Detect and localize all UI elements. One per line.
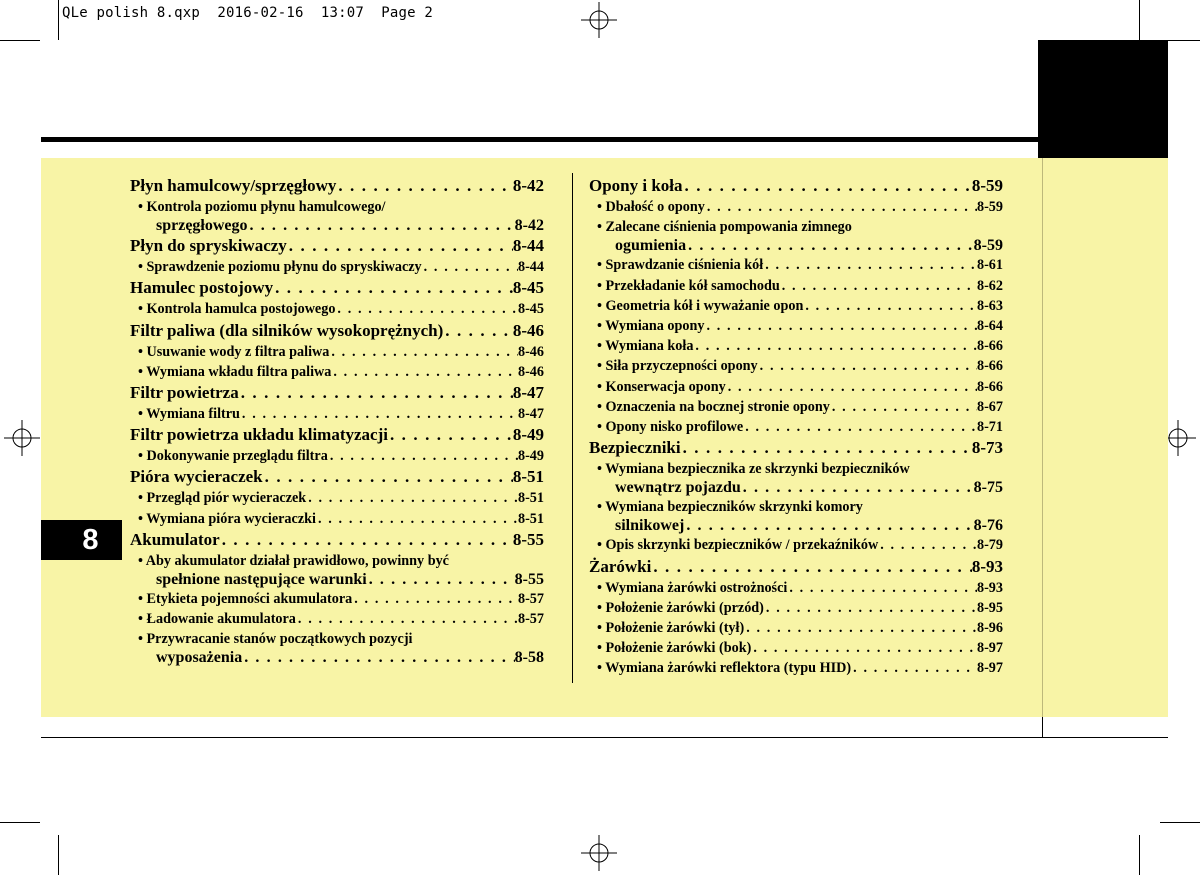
toc-subentry — [589, 237, 1003, 255]
registration-mark-top-icon — [581, 2, 617, 38]
toc-subentry — [130, 197, 544, 217]
toc-entry-label: • Kontrola poziomu płynu hamulcowego/ — [138, 199, 386, 215]
toc-section-entry — [130, 382, 544, 404]
toc-leader-dots — [763, 255, 977, 275]
toc-leader-dots — [803, 296, 977, 316]
toc-page-number: 8-46 — [517, 343, 544, 360]
toc-page-number: 8-44 — [512, 236, 544, 256]
toc-leader-dots — [240, 404, 518, 424]
toc-page-number: 8-63 — [976, 297, 1003, 314]
toc-subentry — [130, 257, 544, 277]
toc-entry-label: • Opis skrzynki bezpieczników / przekaźników — [597, 537, 879, 554]
toc-leader-dots — [744, 618, 977, 638]
toc-section-entry — [589, 437, 1003, 459]
toc-leader-dots — [743, 417, 977, 437]
toc-leader-dots — [248, 217, 515, 235]
toc-entry-label: • Wymiana bezpiecznika ze skrzynki bezpieczników — [597, 461, 910, 478]
toc-leader-dots — [684, 517, 973, 535]
toc-page-number: 8-73 — [971, 438, 1003, 458]
toc-subentry — [130, 509, 544, 529]
bottom-tick — [1042, 717, 1043, 737]
toc-page-number: 8-42 — [514, 217, 544, 235]
toc-leader-dots — [306, 488, 518, 508]
toc-leader-dots — [242, 649, 514, 667]
bottom-rule — [41, 737, 1168, 738]
toc-leader-dots — [830, 397, 977, 417]
toc-subentry — [589, 316, 1003, 336]
toc-page-number: 8-55 — [512, 529, 544, 549]
toc-leader-dots — [287, 235, 513, 257]
toc-leader-dots — [681, 437, 972, 459]
toc-subentry — [130, 217, 544, 235]
toc-entry-label: Płyn do spryskiwaczy — [130, 236, 287, 256]
toc-page-number: 8-76 — [973, 517, 1003, 535]
toc-section-entry — [589, 556, 1003, 578]
toc-leader-dots — [220, 529, 513, 551]
registration-mark-left-icon — [4, 420, 40, 456]
toc-entry-label: • Oznaczenia na bocznej stronie opony — [597, 398, 830, 415]
toc-entry-label: • Usuwanie wody z filtra paliwa — [138, 343, 330, 360]
toc-page-number: 8-97 — [976, 660, 1003, 677]
toc-subentry — [589, 638, 1003, 658]
toc-subentry — [130, 446, 544, 466]
toc-subentry — [589, 276, 1003, 296]
toc-subentry — [589, 618, 1003, 638]
toc-subentry — [589, 296, 1003, 316]
toc-leader-dots — [336, 175, 512, 197]
toc-subentry — [589, 535, 1003, 555]
toc-leader-dots — [764, 598, 977, 618]
corner-block — [1038, 40, 1168, 158]
toc-page-number: 8-66 — [976, 378, 1003, 395]
print-slug: QLe polish 8.qxp 2016-02-16 13:07 Page 2 — [62, 5, 434, 21]
toc-entry-label: • Wymiana żarówki ostrożności — [597, 579, 788, 596]
toc-section-entry — [589, 175, 1003, 197]
toc-entry-label: sprzęgłowego — [156, 217, 248, 235]
toc-subentry — [130, 362, 544, 382]
toc-page-number: 8-51 — [512, 467, 544, 487]
registration-mark-bottom-icon — [581, 835, 617, 871]
toc-page-number: 8-55 — [514, 570, 544, 588]
toc-entry-label: • Przegląd piór wycieraczek — [138, 490, 307, 507]
toc-subentry — [130, 488, 544, 508]
toc-entry-label: wewnątrz pojazdu — [615, 479, 741, 497]
toc-page-number: 8-71 — [976, 418, 1003, 435]
toc-entry-label: • Dbałość o opony — [597, 199, 705, 215]
toc-left-column — [130, 175, 544, 667]
toc-page-number: 8-51 — [517, 510, 544, 527]
toc-leader-dots — [787, 578, 977, 598]
toc-leader-dots — [239, 382, 513, 404]
toc-entry-label: wyposażenia — [156, 649, 243, 667]
toc-subentry — [130, 299, 544, 319]
toc-entry-label: Hamulec postojowy — [130, 278, 274, 298]
toc-page-number: 8-61 — [976, 257, 1003, 274]
toc-leader-dots — [443, 320, 513, 342]
toc-subentry — [589, 356, 1003, 376]
toc-page-number: 8-49 — [512, 425, 544, 445]
toc-leader-dots — [693, 336, 977, 356]
toc-entry-label: • Wymiana opony — [597, 317, 705, 334]
toc-entry-label: silnikowej — [615, 517, 685, 535]
toc-section-entry — [130, 235, 544, 257]
toc-page-number: 8-93 — [971, 556, 1003, 576]
toc-page-number: 8-79 — [976, 537, 1003, 554]
toc-entry-label: • Położenie żarówki (bok) — [597, 640, 752, 657]
toc-subentry — [589, 459, 1003, 479]
toc-entry-label: • Przekładanie kół samochodu — [597, 277, 780, 294]
toc-section-entry — [130, 320, 544, 342]
toc-entry-label: Płyn hamulcowy/sprzęgłowy — [130, 176, 337, 195]
toc-entry-label: • Przywracanie stanów początkowych pozycji — [138, 631, 413, 648]
toc-leader-dots — [686, 237, 974, 255]
toc-section-entry — [130, 277, 544, 299]
toc-leader-dots — [367, 571, 515, 589]
toc-section-entry — [130, 424, 544, 446]
toc-right-column — [589, 175, 1003, 679]
toc-entry-label: Filtr powietrza układu klimatyzacji — [130, 425, 388, 445]
toc-leader-dots — [316, 509, 518, 529]
toc-page-number: 8-95 — [976, 599, 1003, 616]
toc-entry-label: • Zalecane ciśnienia pompowania zimnego — [597, 219, 852, 236]
toc-entry-label: • Wymiana pióra wycieraczki — [138, 510, 316, 527]
toc-page-number: 8-67 — [976, 398, 1003, 415]
toc-page-number: 8-59 — [971, 176, 1003, 195]
toc-entry-label: • Wymiana bezpieczników skrzynki komory — [597, 499, 863, 516]
toc-entry-label: Pióra wycieraczek — [130, 467, 263, 487]
toc-leader-dots — [296, 609, 518, 629]
toc-subentry — [130, 551, 544, 571]
toc-subentry — [130, 649, 544, 667]
toc-subentry — [589, 217, 1003, 237]
chapter-tab: 8 — [41, 520, 122, 560]
toc-leader-dots — [328, 446, 518, 466]
toc-subentry — [589, 578, 1003, 598]
toc-leader-dots — [263, 466, 513, 488]
toc-entry-label: • Wymiana wkładu filtra paliwa — [138, 363, 332, 380]
toc-entry-label: • Kontrola hamulca postojowego — [138, 301, 336, 318]
toc-page-number: 8-93 — [976, 579, 1003, 596]
toc-entry-label: • Etykieta pojemności akumulatora — [138, 590, 353, 607]
toc-subentry — [130, 629, 544, 649]
toc-leader-dots — [705, 197, 977, 217]
toc-leader-dots — [704, 316, 977, 336]
toc-entry-label: Filtr paliwa (dla silników wysokoprężnych) — [130, 320, 444, 340]
toc-leader-dots — [851, 658, 977, 678]
toc-entry-label: • Ładowanie akumulatora — [138, 611, 296, 628]
toc-entry-label: • Opony nisko profilowe — [597, 418, 744, 435]
toc-entry-label: • Aby akumulator działał prawidłowo, powinny być — [138, 552, 449, 569]
toc-leader-dots — [273, 277, 513, 299]
toc-entry-label: ogumienia — [615, 237, 687, 255]
toc-entry-label: • Położenie żarówki (tył) — [597, 620, 745, 636]
column-divider — [572, 173, 573, 683]
toc-leader-dots — [388, 424, 513, 446]
toc-leader-dots — [758, 356, 977, 376]
toc-leader-dots — [780, 276, 977, 296]
toc-entry-label: • Wymiana żarówki reflektora (typu HID) — [597, 660, 852, 677]
toc-page-number: 8-75 — [973, 479, 1003, 497]
toc-entry-label: • Wymiana koła — [597, 338, 694, 355]
toc-subentry — [589, 397, 1003, 417]
toc-page-number: 8-57 — [517, 590, 544, 607]
toc-entry-label: • Wymiana filtru — [138, 405, 240, 422]
toc-subentry — [589, 417, 1003, 437]
toc-page-number: 8-66 — [976, 338, 1003, 355]
toc-subentry — [589, 598, 1003, 618]
toc-entry-label: Filtr powietrza — [130, 382, 239, 402]
toc-page-number: 8-49 — [517, 448, 544, 465]
toc-subentry — [589, 377, 1003, 397]
toc-leader-dots — [683, 175, 972, 197]
toc-leader-dots — [651, 556, 971, 578]
toc-leader-dots — [335, 299, 518, 319]
toc-leader-dots — [878, 535, 977, 555]
toc-page-number: 8-58 — [514, 649, 544, 667]
toc-entry-label: • Konserwacja opony — [597, 378, 726, 395]
toc-page-number: 8-57 — [517, 611, 544, 628]
toc-section-entry — [130, 529, 544, 551]
toc-page-number: 8-59 — [976, 199, 1003, 215]
toc-leader-dots — [331, 362, 518, 382]
toc-leader-dots — [422, 257, 518, 277]
toc-page-number: 8-66 — [976, 358, 1003, 375]
toc-leader-dots — [329, 342, 518, 362]
toc-entry-label: Akumulator — [130, 529, 220, 549]
toc-page-number: 8-47 — [512, 382, 544, 402]
toc-page-number: 8-62 — [976, 277, 1003, 294]
toc-subentry — [589, 255, 1003, 275]
toc-entry-label: Bezpieczniki — [589, 438, 681, 458]
toc-leader-dots — [726, 377, 977, 397]
toc-subentry — [130, 589, 544, 609]
toc-leader-dots — [352, 589, 518, 609]
toc-leader-dots — [741, 479, 974, 497]
toc-entry-label: • Sprawdzanie ciśnienia kół — [597, 257, 764, 274]
toc-page-number: 8-47 — [517, 405, 544, 422]
toc-page-number: 8-45 — [512, 278, 544, 298]
toc-entry-label: • Geometria kół i wyważanie opon — [597, 297, 804, 314]
toc-subentry — [589, 497, 1003, 517]
toc-entry-label: Opony i koła — [589, 176, 683, 195]
toc-entry-label: • Położenie żarówki (przód) — [597, 599, 764, 616]
toc-page-number: 8-51 — [517, 490, 544, 507]
toc-page-number: 8-46 — [517, 363, 544, 380]
toc-section-entry — [130, 466, 544, 488]
toc-page-number: 8-46 — [512, 320, 544, 340]
toc-entry-label: Żarówki — [589, 556, 652, 576]
panel-side-line — [1042, 158, 1043, 717]
toc-subentry — [130, 342, 544, 362]
toc-section-entry — [130, 175, 544, 197]
toc-leader-dots — [751, 638, 977, 658]
toc-page-number: 8-45 — [517, 301, 544, 318]
toc-subentry — [130, 404, 544, 424]
toc-page-number: 8-44 — [517, 259, 544, 276]
toc-entry-label: spełnione następujące warunki — [156, 570, 367, 588]
toc-subentry — [589, 517, 1003, 535]
toc-subentry — [589, 197, 1003, 217]
toc-page-number: 8-42 — [512, 176, 544, 195]
toc-subentry — [589, 336, 1003, 356]
toc-entry-label: • Sprawdzenie poziomu płynu do spryskiwaczy — [138, 259, 422, 276]
top-rule — [41, 137, 1038, 142]
toc-subentry — [130, 609, 544, 629]
toc-page-number: 8-64 — [976, 317, 1003, 334]
toc-page-number: 8-97 — [976, 640, 1003, 657]
toc-page-number: 8-59 — [973, 237, 1003, 255]
toc-page-number: 8-96 — [976, 620, 1003, 636]
toc-subentry — [589, 658, 1003, 678]
toc-subentry — [589, 479, 1003, 497]
toc-subentry — [130, 571, 544, 589]
toc-entry-label: • Siła przyczepności opony — [597, 358, 758, 375]
toc-entry-label: • Dokonywanie przeglądu filtra — [138, 448, 328, 465]
